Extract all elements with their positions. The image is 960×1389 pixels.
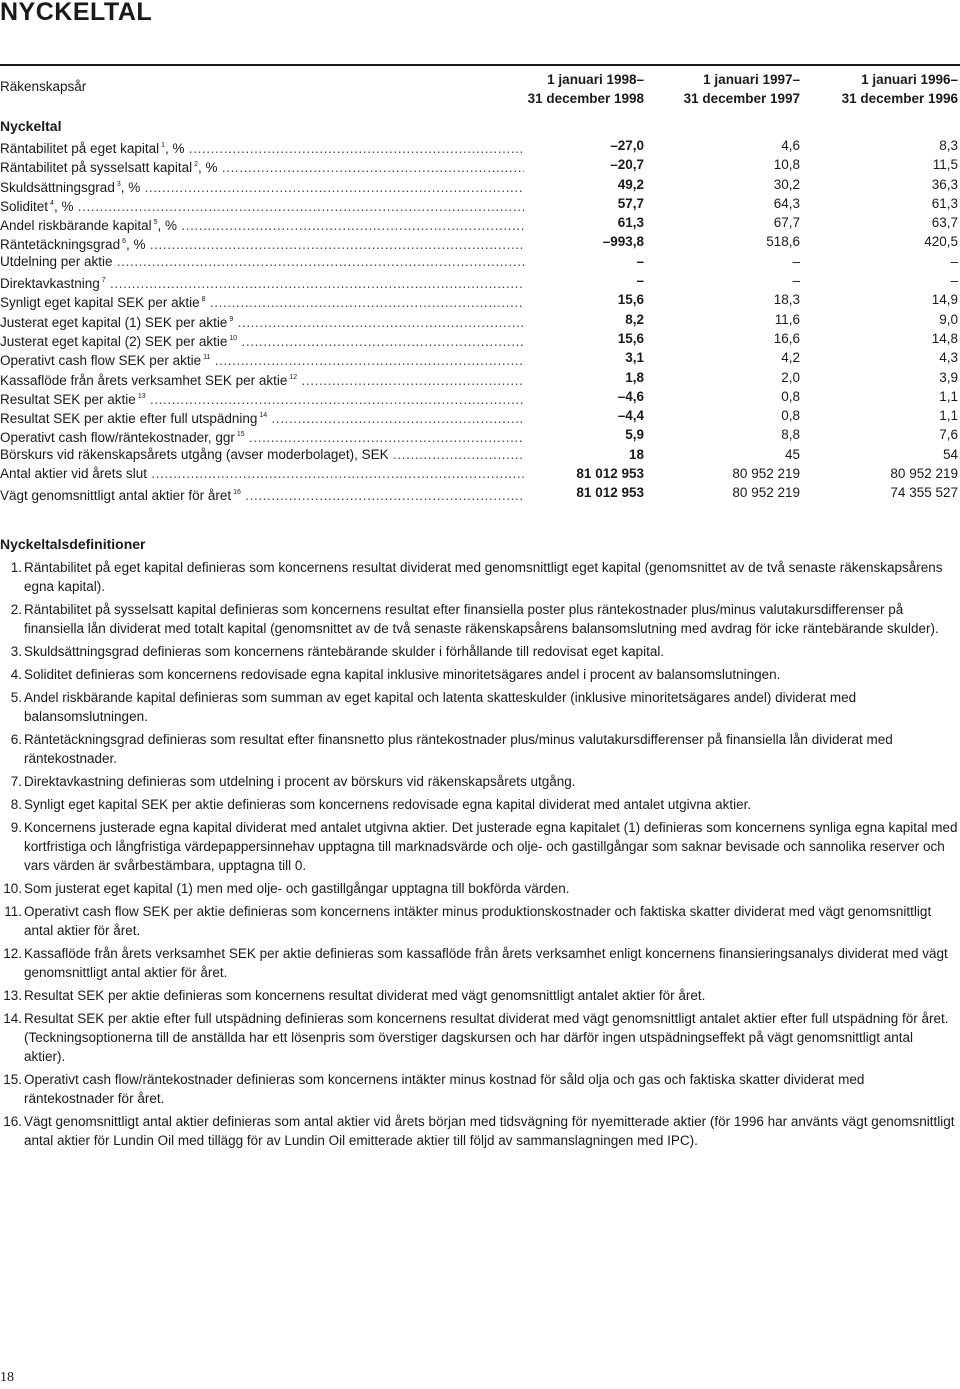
cell-value-v3: 14,8 <box>931 330 958 346</box>
footnote-ref: 15 <box>236 431 245 439</box>
definition-item <box>0 902 958 940</box>
cell-value-v2: 80 952 219 <box>732 485 800 501</box>
cell-value-v1: 3,1 <box>625 350 644 366</box>
cell-value-v1: –4,6 <box>617 388 644 404</box>
row-label <box>0 483 524 505</box>
cell-value-v1: 81 012 953 <box>576 466 644 482</box>
table-row <box>0 194 960 213</box>
definition-text: Skuldsättningsgrad definieras som koncernens räntebärande skulder i förhållande till redovisat eget kapital. <box>24 644 665 659</box>
table-row <box>0 329 960 348</box>
cell-value-v3: 74 355 527 <box>890 485 958 501</box>
footnote-ref: 5 <box>153 219 158 227</box>
row-label-text: Andel riskbärande kapital <box>0 218 152 234</box>
cell-value-v1: 81 012 953 <box>576 485 644 501</box>
footnote-ref: 7 <box>101 277 106 285</box>
fiscal-year-label: Räkenskapsår <box>0 79 87 94</box>
definition-text: Synligt eget kapital SEK per aktie definieras som koncernens redovisade egna kapital dividerat med antalet utgivna aktier. <box>24 797 752 812</box>
row-label-suffix: , % <box>165 141 185 156</box>
definition-text: Som justerat eget kapital (1) men med olje- och gastillgångar upptagna till bokförda värden. <box>24 881 570 896</box>
cell-value-v3: 1,1 <box>939 388 958 404</box>
cell-value-v2: 16,6 <box>773 330 800 346</box>
cell-value-v1: 15,6 <box>617 292 644 308</box>
row-label-suffix: , % <box>198 160 218 176</box>
definition-item <box>0 688 958 726</box>
cell-value-v2: 8,8 <box>781 427 800 443</box>
definition-text: Soliditet definieras som koncernens redovisade egna kapital inklusive minoritetsägares andel i procent av balansomslutningen. <box>24 667 781 682</box>
definition-number: 16. <box>3 1114 22 1129</box>
table-row <box>0 155 960 174</box>
definition-item <box>0 944 958 982</box>
definition-text: Direktavkastning definieras som utdelning i procent av börskurs vid räkenskapsårets utgång. <box>24 774 576 789</box>
cell-value-v2: 18,3 <box>773 292 800 308</box>
definition-item <box>0 818 958 875</box>
cell-value-v2: 2,0 <box>781 369 800 385</box>
table-row <box>0 271 960 290</box>
footnote-ref: 10 <box>229 334 238 342</box>
row-label-text: Skuldsättningsgrad <box>0 179 115 195</box>
row-label-text: Resultat SEK per aktie efter full utspädning <box>0 411 258 427</box>
cell-value-v3: 36,3 <box>931 176 958 192</box>
cell-value-v1: – <box>636 253 644 269</box>
table-row <box>0 425 960 444</box>
cell-value-v2: 64,3 <box>773 195 800 211</box>
column-header-line: 1 januari 1997– <box>703 72 800 87</box>
cell-value-v1: 1,8 <box>625 369 644 385</box>
table-row <box>0 232 960 251</box>
cell-value-v2: 45 <box>784 446 800 462</box>
row-label <box>0 252 524 271</box>
table-row <box>0 213 960 232</box>
definition-number: 7. <box>10 774 22 789</box>
row-label-text: Resultat SEK per aktie <box>0 391 136 407</box>
column-header-line: 31 december 1997 <box>683 91 800 106</box>
row-label-text: Justerat eget kapital (1) SEK per aktie <box>0 314 228 330</box>
page-title: NYCKELTAL <box>0 0 153 26</box>
table-row <box>0 136 960 155</box>
cell-value-v2: 30,2 <box>773 176 800 192</box>
row-label-text: Soliditet <box>0 198 49 214</box>
column-header-1998 <box>528 70 644 108</box>
row-label-text: Direktavkastning <box>0 276 100 292</box>
row-label-text: Synligt eget kapital SEK per aktie <box>0 295 200 311</box>
row-label-text: Justerat eget kapital (2) SEK per aktie <box>0 333 228 349</box>
definition-text: Resultat SEK per aktie efter full utspädning definieras som koncernens resultat dividerat med vägt genomsnittligt antalet aktier efter full utspädning för året. (Teckningsoptionerna till de anställda har ett lösenpris som överstiger dagskursen och har därför ingen utspädningseffekt på vägt genomsnittligt antal aktier). <box>24 1011 949 1064</box>
cell-value-v3: 9,0 <box>939 311 958 327</box>
definition-text: Räntabilitet på sysselsatt kapital definieras som koncernens resultat efter finansiella poster plus räntekostnader plus/minus valutakursdifferenser på finansiella lån dividerat med totalt kapital (genomsnittet av de två senaste räkenskapsårens balansomslutning med avdrag för icke räntebärande skulder). <box>24 602 939 636</box>
definition-number: 12. <box>3 946 22 961</box>
cell-value-v2: 0,8 <box>781 408 800 424</box>
definition-item <box>0 642 958 661</box>
cell-value-v2: 4,6 <box>781 138 800 153</box>
cell-value-v1: – <box>636 273 644 289</box>
cell-value-v2: – <box>792 273 800 289</box>
cell-value-v3: – <box>950 273 958 289</box>
definitions-title: Nyckeltalsdefinitioner <box>0 536 146 552</box>
footnote-ref: 1 <box>161 142 166 149</box>
definition-text: Andel riskbärande kapital definieras som summan av eget kapital och latenta skatteskulder (inklusive minoritetsägares andel) dividerat med balansomslutningen. <box>24 690 857 724</box>
definition-item <box>0 1009 958 1066</box>
footnote-ref: 6 <box>122 238 126 246</box>
definition-number: 14. <box>3 1011 22 1026</box>
column-header-1997 <box>684 70 800 108</box>
row-label-text: Utdelning per aktie <box>0 253 113 269</box>
cell-value-v3: 1,1 <box>939 408 958 424</box>
definition-item <box>0 879 958 898</box>
definition-number: 8. <box>10 797 22 812</box>
table-row <box>0 310 960 329</box>
cell-value-v1: 8,2 <box>625 311 644 327</box>
row-label-suffix: , % <box>120 179 141 195</box>
definition-number: 2. <box>10 602 22 617</box>
definition-number: 13. <box>3 988 22 1003</box>
table-header <box>0 68 960 112</box>
cell-value-v3: 3,9 <box>939 369 958 385</box>
cell-value-v1: –27,0 <box>610 138 644 153</box>
footnote-ref: 14 <box>259 412 268 420</box>
cell-value-v2: 11,6 <box>774 311 800 327</box>
row-label-text: Räntetäckningsgrad <box>0 237 121 253</box>
row-label <box>0 464 524 483</box>
table-row <box>0 387 960 406</box>
footnote-ref: 13 <box>137 392 146 400</box>
cell-value-v1: 5,9 <box>625 427 644 443</box>
table-row <box>0 175 960 194</box>
footnote-ref: 12 <box>289 373 298 381</box>
cell-value-v1: –4,4 <box>617 408 644 424</box>
key-figures-table <box>0 136 960 503</box>
definition-number: 15. <box>3 1072 22 1087</box>
cell-value-v2: 10,8 <box>773 157 800 173</box>
table-row <box>0 252 960 271</box>
row-label-suffix: , % <box>125 237 146 253</box>
definition-item <box>0 986 958 1005</box>
footnote-ref: 3 <box>116 180 121 188</box>
cell-value-v1: 49,2 <box>617 176 644 192</box>
cell-value-v1: 61,3 <box>617 215 644 231</box>
cell-value-v3: – <box>950 253 958 269</box>
cell-value-v3: 14,9 <box>931 292 958 308</box>
table-row <box>0 290 960 309</box>
definition-text: Operativt cash flow SEK per aktie definieras som koncernens intäkter minus produktionskostnader och faktiska skatter dividerat med vägt genomsnittligt antal aktier för året. <box>24 904 932 938</box>
row-label-text: Räntabilitet på eget kapital <box>0 141 160 156</box>
section-title: Nyckeltal <box>0 118 62 134</box>
definition-number: 4. <box>10 667 22 682</box>
cell-value-v3: 61,3 <box>931 195 958 211</box>
cell-value-v2: 80 952 219 <box>732 466 800 482</box>
definition-number: 5. <box>10 690 22 705</box>
cell-value-v3: 80 952 219 <box>890 466 958 482</box>
column-header-1996 <box>842 70 958 108</box>
cell-value-v2: 4,2 <box>781 350 800 366</box>
footnote-ref: 9 <box>229 315 234 323</box>
definition-item <box>0 665 958 684</box>
header-rule <box>0 64 960 66</box>
row-label-text: Operativt cash flow SEK per aktie <box>0 353 202 369</box>
definition-number: 3. <box>10 644 22 659</box>
definition-number: 9. <box>10 820 22 835</box>
table-row <box>0 464 960 483</box>
footnote-ref: 4 <box>50 199 54 207</box>
table-row <box>0 368 960 387</box>
footnote-ref: 8 <box>201 296 206 304</box>
column-header-line: 1 januari 1998– <box>547 72 644 87</box>
row-label-text: Operativt cash flow/räntekostnader, ggr <box>0 430 235 446</box>
cell-value-v2: – <box>792 253 800 269</box>
definition-text: Resultat SEK per aktie definieras som koncernens resultat dividerat med vägt genomsnittligt antalet aktier för året. <box>24 988 706 1003</box>
cell-value-v3: 54 <box>942 446 958 462</box>
table-row <box>0 406 960 425</box>
definition-number: 10. <box>3 881 22 896</box>
cell-value-v1: 18 <box>628 446 644 462</box>
cell-value-v3: 11,5 <box>932 157 958 173</box>
definition-item <box>0 1070 958 1108</box>
cell-value-v3: 4,3 <box>939 350 958 366</box>
cell-value-v2: 518,6 <box>766 234 800 250</box>
definition-number: 11. <box>4 904 22 919</box>
cell-value-v3: 8,3 <box>939 138 958 153</box>
definition-item <box>0 795 958 814</box>
definition-text: Kassaflöde från årets verksamhet SEK per aktie definieras som kassaflöde från årets verksamhet enligt koncernens finansieringsanalys dividerat med vägt genomsnittligt antal aktier för året. <box>24 946 948 980</box>
cell-value-v1: 15,6 <box>617 330 644 346</box>
footnote-ref: 11 <box>203 354 211 362</box>
cell-value-v2: 67,7 <box>773 215 800 231</box>
row-label-suffix: , % <box>53 198 74 214</box>
row-label-text: Kassaflöde från årets verksamhet SEK per aktie <box>0 372 288 388</box>
cell-value-v3: 63,7 <box>931 215 958 231</box>
column-header-line: 31 december 1996 <box>841 91 958 106</box>
definition-text: Operativt cash flow/räntekostnader definieras som koncernens intäkter minus kostnad för såld olja och gas och faktiska skatter dividerat med räntekostnader för året. <box>24 1072 865 1106</box>
table-row <box>0 348 960 367</box>
definition-item <box>0 600 958 638</box>
row-label-text: Räntabilitet på sysselsatt kapital <box>0 160 193 176</box>
column-header-line: 1 januari 1996– <box>861 72 958 87</box>
row-label-suffix: , % <box>157 218 178 234</box>
definition-text: Vägt genomsnittligt antal aktier definieras som antal aktier vid årets början med tidsvägning för nyemitterade aktier (för 1996 har använts vägt genomsnittligt antal aktier för Lundin Oil med tillägg för av Lundin Oil emitterade aktier till följd av sammanslagningen med IPC). <box>24 1114 955 1148</box>
row-label-text: Antal aktier vid årets slut <box>0 466 148 482</box>
definitions-list <box>0 558 958 1154</box>
row-label-text: Börskurs vid räkenskapsårets utgång (avser moderbolaget), SEK <box>0 446 389 462</box>
definition-text: Räntabilitet på eget kapital definieras som koncernens resultat dividerat med genomsnittligt eget kapital (genomsnittet av de två senaste räkenskapsårens egna kapital). <box>24 560 943 594</box>
row-label <box>0 445 524 464</box>
definition-text: Räntetäckningsgrad definieras som resultat efter finansnetto plus räntekostnader plus/minus valutakursdifferenser på finansiella lån dividerat med räntekostnader. <box>24 732 893 766</box>
definition-number: 6. <box>10 732 22 747</box>
definition-item <box>0 772 958 791</box>
definition-item <box>0 1112 958 1150</box>
cell-value-v1: 57,7 <box>617 195 644 211</box>
cell-value-v1: –20,7 <box>610 157 644 173</box>
definition-item <box>0 558 958 596</box>
column-header-line: 31 december 1998 <box>527 91 644 106</box>
cell-value-v3: 420,5 <box>924 234 958 250</box>
definition-text: Koncernens justerade egna kapital dividerat med antalet utgivna aktier. Det justerade egna kapitalet (1) definieras som koncernens synliga egna kapital med kortfristiga och långfristiga värdepappersinnehav upptagna till marknadsvärde och olje- och gastillgångar som saknar bevisade och sannolika reserver och vars värden är svårbestämbara, upptagna till 0. <box>24 820 958 873</box>
cell-value-v2: 0,8 <box>781 388 800 404</box>
footnote-ref: 2 <box>194 161 199 169</box>
footnote-ref: 16 <box>233 489 241 497</box>
page-number: 18 <box>0 1370 14 1385</box>
table-row <box>0 483 960 502</box>
definition-number: 1. <box>10 560 22 575</box>
definition-item <box>0 730 958 768</box>
table-row <box>0 445 960 464</box>
cell-value-v1: –993,8 <box>602 234 644 250</box>
row-label-text: Vägt genomsnittligt antal aktier för året <box>0 488 232 504</box>
cell-value-v3: 7,6 <box>939 427 958 443</box>
